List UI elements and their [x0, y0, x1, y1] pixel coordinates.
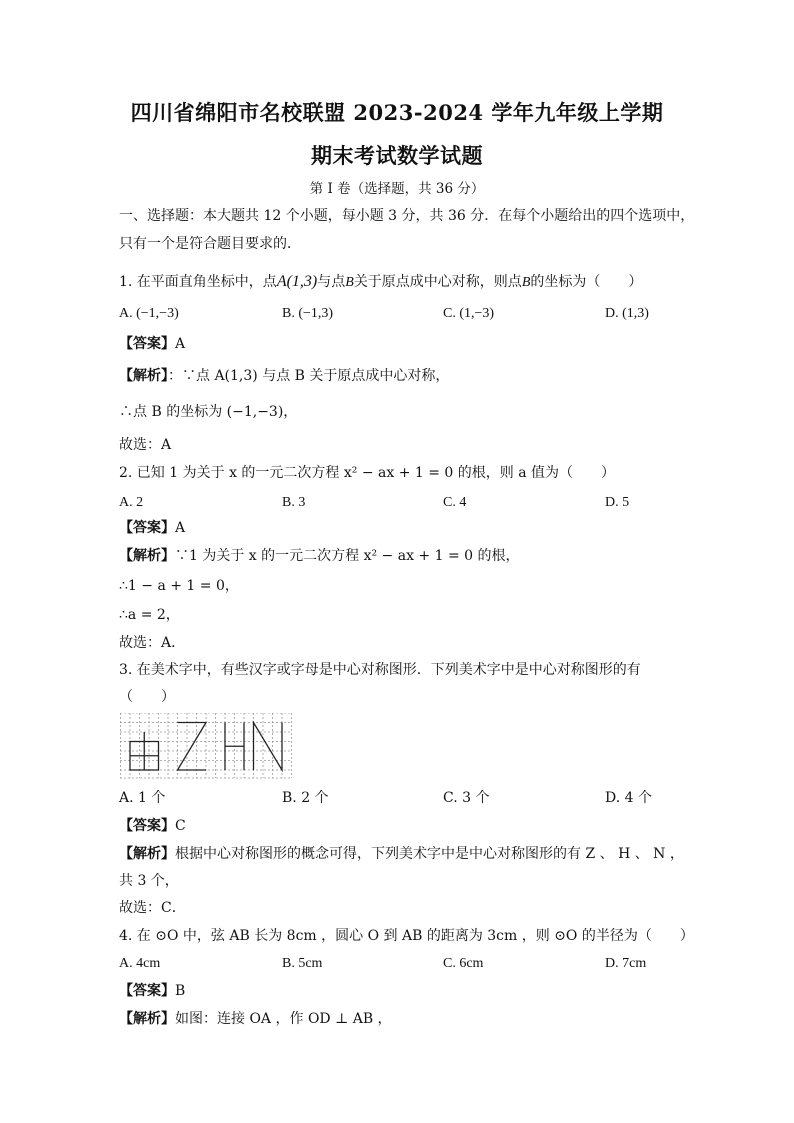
q1-answer: 【答案】A: [119, 336, 186, 352]
q4-option-a: A. 4cm: [119, 956, 161, 971]
q3-art-letters-figure: [120, 713, 294, 779]
q1-analysis-line2: ∴点 B 的坐标为 (−1,−3)，: [119, 404, 298, 420]
q2-analysis-line3: ∴a = 2，: [119, 607, 180, 623]
instructions-line2: 只有一个是符合题目要求的．: [119, 236, 301, 252]
q4-stem: 4. 在 ⊙O 中，弦 AB 长为 8cm ，圆心 O 到 AB 的距离为 3cm ，则 ⊙O 的半径为（ ）: [119, 928, 694, 944]
q3-answer: 【答案】C: [119, 818, 186, 834]
q3-option-b: B. 2 个: [282, 790, 329, 806]
q1-analysis-line1: 【解析】：∵点 A(1,3) 与点 B 关于原点成中心对称，: [119, 368, 450, 384]
section-heading: 第 I 卷（选择题，共 36 分）: [309, 181, 485, 197]
q2-option-c: C. 4: [443, 495, 467, 510]
q1-analysis-line3: 故选：A: [119, 437, 172, 453]
q1-option-c: C. (1,−3): [443, 306, 495, 321]
q3-option-c: C. 3 个: [443, 790, 490, 806]
q1-stem: 1. 在平面直角坐标中，点A(1,3)与点B关于原点成中心对称，则点B的坐标为（ ）: [119, 273, 643, 290]
q4-analysis-line1: 【解析】如图：连接 OA ，作 OD ⊥ AB ，: [119, 1011, 392, 1027]
q2-answer: 【答案】A: [119, 520, 186, 536]
q1-option-a: A. (−1,−3): [119, 306, 179, 321]
q2-option-d: D. 5: [605, 495, 630, 510]
q2-option-a: A. 2: [119, 495, 144, 510]
letter-z: [178, 723, 207, 771]
q2-analysis-line2: ∴1 − a + 1 = 0，: [119, 578, 239, 594]
q3-analysis-line3: 故选：C．: [119, 900, 186, 916]
q3-option-d: D. 4 个: [605, 790, 652, 806]
q3-stem-line1: 3. 在美术字中，有些汉字或字母是中心对称图形．下列美术字中是中心对称图形的有: [119, 662, 641, 678]
q2-stem: 2. 已知 1 为关于 x 的一元二次方程 x² − ax + 1 = 0 的根，则 a 值为（ ）: [119, 465, 616, 481]
q2-analysis-line1: 【解析】∵1 为关于 x 的一元二次方程 x² − ax + 1 = 0 的根，: [119, 548, 520, 564]
q4-option-d: D. 7cm: [605, 956, 647, 971]
q1-option-d: D. (1,3): [605, 306, 649, 321]
q4-option-b: B. 5cm: [282, 956, 323, 971]
instructions-line1: 一、选择题：本大题共 12 个小题，每小题 3 分，共 36 分．在每个小题给出的四个选项中，: [119, 208, 695, 224]
q3-stem-line2: （ ）: [119, 689, 175, 705]
letter-n: [254, 723, 283, 771]
q3-analysis-line1: 【解析】根据中心对称图形的概念可得，下列美术字中是中心对称图形的有 Z 、 H 、 N ，: [119, 846, 684, 862]
q3-analysis-line2: 共 3 个，: [119, 873, 179, 889]
q3-option-a: A. 1 个: [119, 790, 166, 806]
q2-option-b: B. 3: [282, 495, 306, 510]
q2-analysis-line4: 故选：A．: [119, 635, 186, 651]
q1-option-b: B. (−1,3): [282, 306, 334, 321]
exam-title-line1: 四川省绵阳市名校联盟 2023-2024 学年九年级上学期: [130, 100, 664, 125]
exam-title-line2: 期末考试数学试题: [311, 143, 483, 168]
letter-you: [130, 732, 159, 770]
q4-option-c: C. 6cm: [443, 956, 484, 971]
q1-point-a: A(1,3): [276, 273, 318, 290]
q4-answer: 【答案】B: [119, 983, 186, 999]
